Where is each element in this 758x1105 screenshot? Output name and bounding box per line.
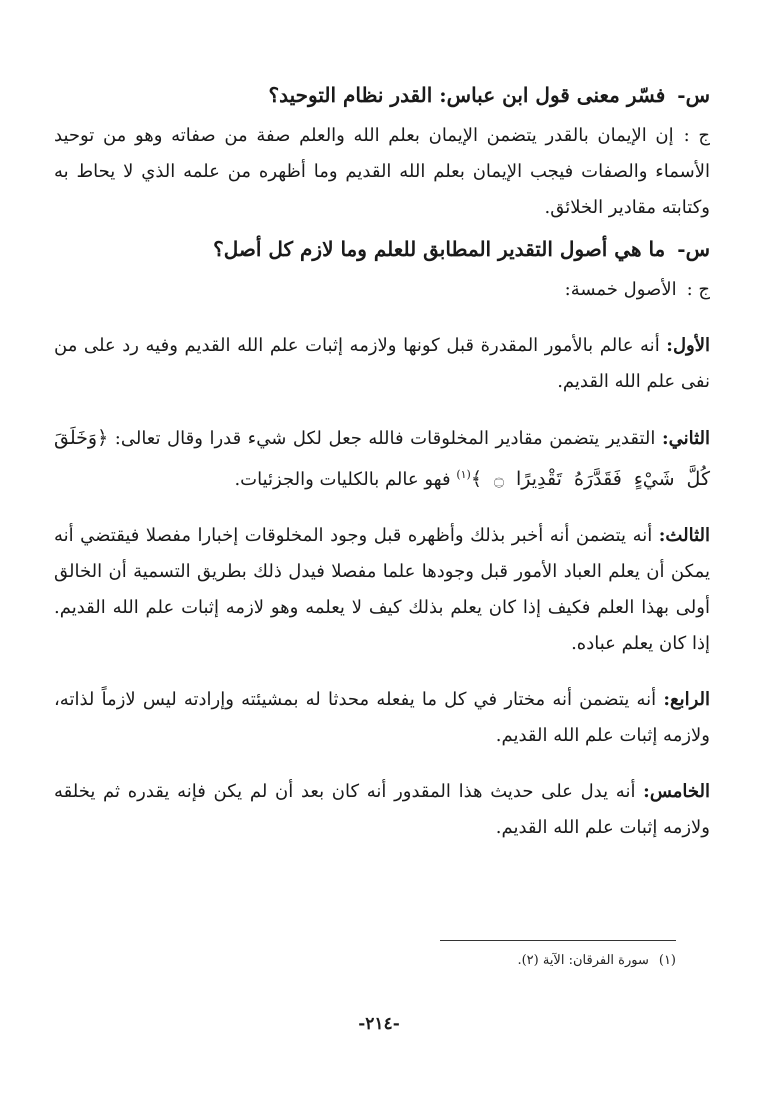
verse-close-bracket: ﴾ bbox=[470, 468, 482, 490]
principle-fourth bbox=[54, 674, 710, 754]
principle-text: أنه يدل على حديث هذا المقدور أنه كان بعد أن لم يكن فإنه يقدره ثم يخلقه ولازمه إثبات علم الله القديم. bbox=[54, 781, 710, 838]
principle-text: أنه يتضمن أنه مختار في كل ما يفعله محدثا له بمشيئته وإرادته ليس لازماً لذاته، ولازمه إثبات علم الله القديم. bbox=[54, 689, 710, 746]
principle-heading: الخامس: bbox=[643, 781, 710, 802]
principle-text: أنه يتضمن أنه أخبر بذلك وأظهره قبل وجود المخلوقات إخبارا مفصلا فيقتضي أنه يمكن أن يعلم العباد الأمور قبل وجودها علما مفصلا فيدل ذلك بطريق التسمية أن الخالق أولى بهذا العلم فكيف إذا كان يعلم بذلك كيف لا يعلمه وهو لازمه إثبات علم الله القديم. إذا كان يعلم عباده. bbox=[54, 525, 710, 654]
principle-fifth bbox=[54, 766, 710, 846]
footnote-ref[interactable]: (١) bbox=[456, 468, 471, 481]
principle-text: التقدير يتضمن مقادير المخلوقات فالله جعل لكل شيء قدرا وقال تعالى: bbox=[114, 428, 656, 449]
question-text: فسّر معنى قول ابن عباس: القدر نظام التوحيد؟ bbox=[268, 83, 666, 107]
answer-1 bbox=[54, 118, 710, 226]
answer-label: ج : bbox=[683, 125, 711, 146]
principle-heading: الأول: bbox=[666, 335, 710, 356]
answer-text: الأصول خمسة: bbox=[564, 279, 677, 300]
principle-text-continued: فهو عالم بالكليات والجزئيات. bbox=[234, 469, 451, 490]
principle-third bbox=[54, 510, 710, 662]
principle-second bbox=[54, 412, 710, 498]
question-label: س- bbox=[677, 237, 710, 261]
page-content bbox=[54, 78, 710, 846]
answer-2 bbox=[54, 272, 710, 308]
footnote-number: (١) bbox=[658, 953, 676, 968]
principle-heading: الرابع: bbox=[663, 689, 710, 710]
question-label: س- bbox=[677, 83, 710, 107]
answer-text: إن الإيمان بالقدر يتضمن الإيمان بعلم الله والعلم صفة من صفاته وهو من توحيد الأسماء والصفات فيجب الإيمان بعلم الله القديم وما أظهره من علمه الذي لا يحاط به وكتابته مقادير الخلائق. bbox=[54, 125, 710, 218]
footnote-divider bbox=[440, 940, 676, 941]
question-text: ما هي أصول التقدير المطابق للعلم وما لازم كل أصل؟ bbox=[213, 237, 666, 261]
footnote bbox=[517, 953, 676, 968]
verse-text: وَخَلَقَ كُلَّ شَيْءٍ فَقَدَّرَهُ تَقْدِيرًا bbox=[54, 427, 710, 490]
principle-text: أنه عالم بالأمور المقدرة قبل كونها ولازمه إثبات علم الله القديم وفيه رد على من نفى علم الله القديم. bbox=[54, 335, 710, 392]
footnote-text: سورة الفرقان: الآية (٢). bbox=[517, 953, 649, 968]
verse-number-ornament: ۝ bbox=[494, 470, 504, 490]
answer-label: ج : bbox=[686, 279, 710, 300]
principle-first bbox=[54, 320, 710, 400]
principle-heading: الثاني: bbox=[661, 428, 710, 449]
verse-open-bracket: ﴿ bbox=[97, 427, 109, 449]
principle-heading: الثالث: bbox=[658, 525, 710, 546]
question-2 bbox=[54, 232, 710, 266]
page-number: -٢١٤- bbox=[358, 1014, 400, 1034]
question-1 bbox=[54, 78, 710, 112]
